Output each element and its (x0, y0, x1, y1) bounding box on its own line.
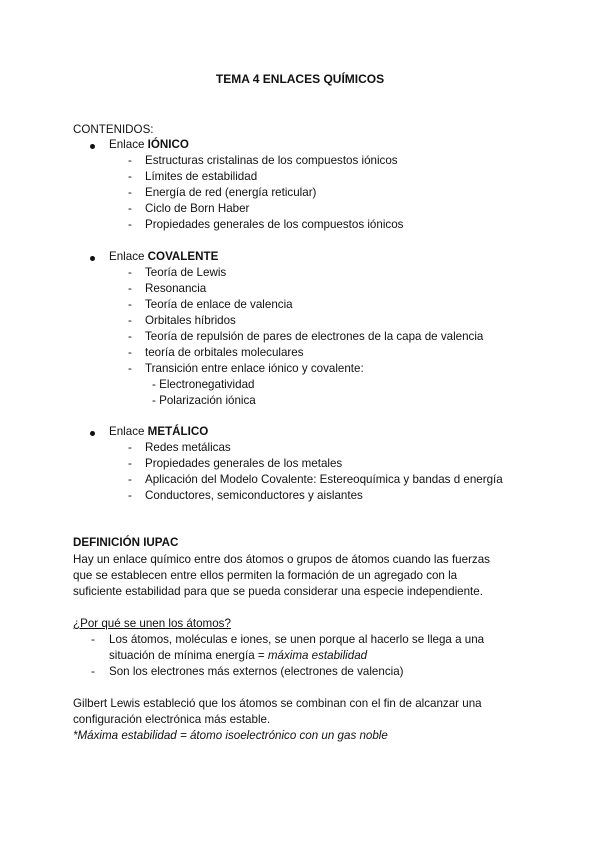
list-item: Redes metálicas (145, 441, 231, 454)
list-item: Límites de estabilidad (145, 170, 258, 183)
list-item: Teoría de repulsión de pares de electrones de la capa de valencia (145, 330, 484, 343)
dash-marker: - (128, 202, 132, 215)
bullet-icon (90, 256, 95, 261)
list-item: Conductores, semiconductores y aislantes (145, 489, 363, 502)
why-item-text: situación de mínima energía = (109, 649, 268, 662)
why-item-continuation (109, 648, 367, 664)
stability-note: *Máxima estabilidad = átomo isoelectrónico con un gas noble (73, 729, 388, 742)
lewis-line: Gilbert Lewis estableció que los átomos se combinan con el fin de alcanzar una (73, 697, 482, 710)
list-item: Aplicación del Modelo Covalente: Estereoquímica y bandas d energía (145, 473, 503, 486)
why-item: Los átomos, moléculas e iones, se unen porque al hacerlo se llega a una (109, 633, 485, 646)
dash-marker: - (128, 282, 132, 295)
list-item: Resonancia (145, 282, 207, 295)
section-name: IÓNICO (147, 138, 189, 151)
dash-marker: - (128, 298, 132, 311)
dash-marker: - (128, 170, 132, 183)
dash-marker: - (128, 330, 132, 343)
dash-marker: - (128, 362, 132, 375)
section-ionico-heading (109, 137, 189, 153)
dash-marker: - (128, 473, 132, 486)
list-item: Teoría de enlace de valencia (145, 298, 293, 311)
definition-heading: DEFINICIÓN IUPAC (73, 536, 179, 549)
sub-list-item: - Electronegatividad (152, 378, 255, 391)
definition-line: que se establecen entre ellos permiten la formación de un agregado con la (73, 569, 458, 582)
bullet-icon (90, 431, 95, 436)
sub-list-item: - Polarización iónica (152, 394, 256, 407)
list-item: Orbitales híbridos (145, 314, 236, 327)
dash-marker: - (128, 441, 132, 454)
why-heading: ¿Por qué se unen los átomos? (73, 617, 231, 630)
list-item: Ciclo de Born Haber (145, 202, 250, 215)
dash-marker: - (128, 346, 132, 359)
definition-line: Hay un enlace químico entre dos átomos o grupos de átomos cuando las fuerzas (73, 553, 490, 566)
why-item: Son los electrones más externos (electrones de valencia) (109, 665, 404, 678)
list-item: Propiedades generales de los compuestos iónicos (145, 218, 404, 231)
dash-marker: - (128, 266, 132, 279)
lewis-line: configuración electrónica más estable. (73, 713, 271, 726)
list-item: Propiedades generales de los metales (145, 457, 343, 470)
bullet-icon (90, 144, 95, 149)
list-item: Estructuras cristalinas de los compuestos iónicos (145, 154, 398, 167)
section-name: METÁLICO (147, 425, 209, 438)
section-metalico-heading (109, 424, 208, 440)
section-prefix: Enlace (109, 138, 148, 151)
list-item: teoría de orbitales moleculares (145, 346, 304, 359)
why-item-emphasis: máxima estabilidad (267, 649, 368, 662)
list-item: Energía de red (energía reticular) (145, 186, 317, 199)
dash-marker: - (91, 633, 95, 646)
list-item: Teoría de Lewis (145, 266, 227, 279)
section-prefix: Enlace (109, 425, 148, 438)
page-title: TEMA 4 ENLACES QUÍMICOS (215, 72, 385, 86)
dash-marker: - (91, 665, 95, 678)
section-covalente-heading (109, 249, 218, 265)
dash-marker: - (128, 186, 132, 199)
section-name: COVALENTE (147, 250, 219, 263)
dash-marker: - (128, 314, 132, 327)
dash-marker: - (128, 154, 132, 167)
dash-marker: - (128, 457, 132, 470)
section-prefix: Enlace (109, 250, 148, 263)
definition-line: suficiente estabilidad para que se pueda considerar una especie independiente. (73, 585, 483, 598)
list-item: Transición entre enlace iónico y covalente: (145, 362, 364, 375)
dash-marker: - (128, 218, 132, 231)
dash-marker: - (128, 489, 132, 502)
contents-heading: CONTENIDOS: (73, 123, 154, 136)
